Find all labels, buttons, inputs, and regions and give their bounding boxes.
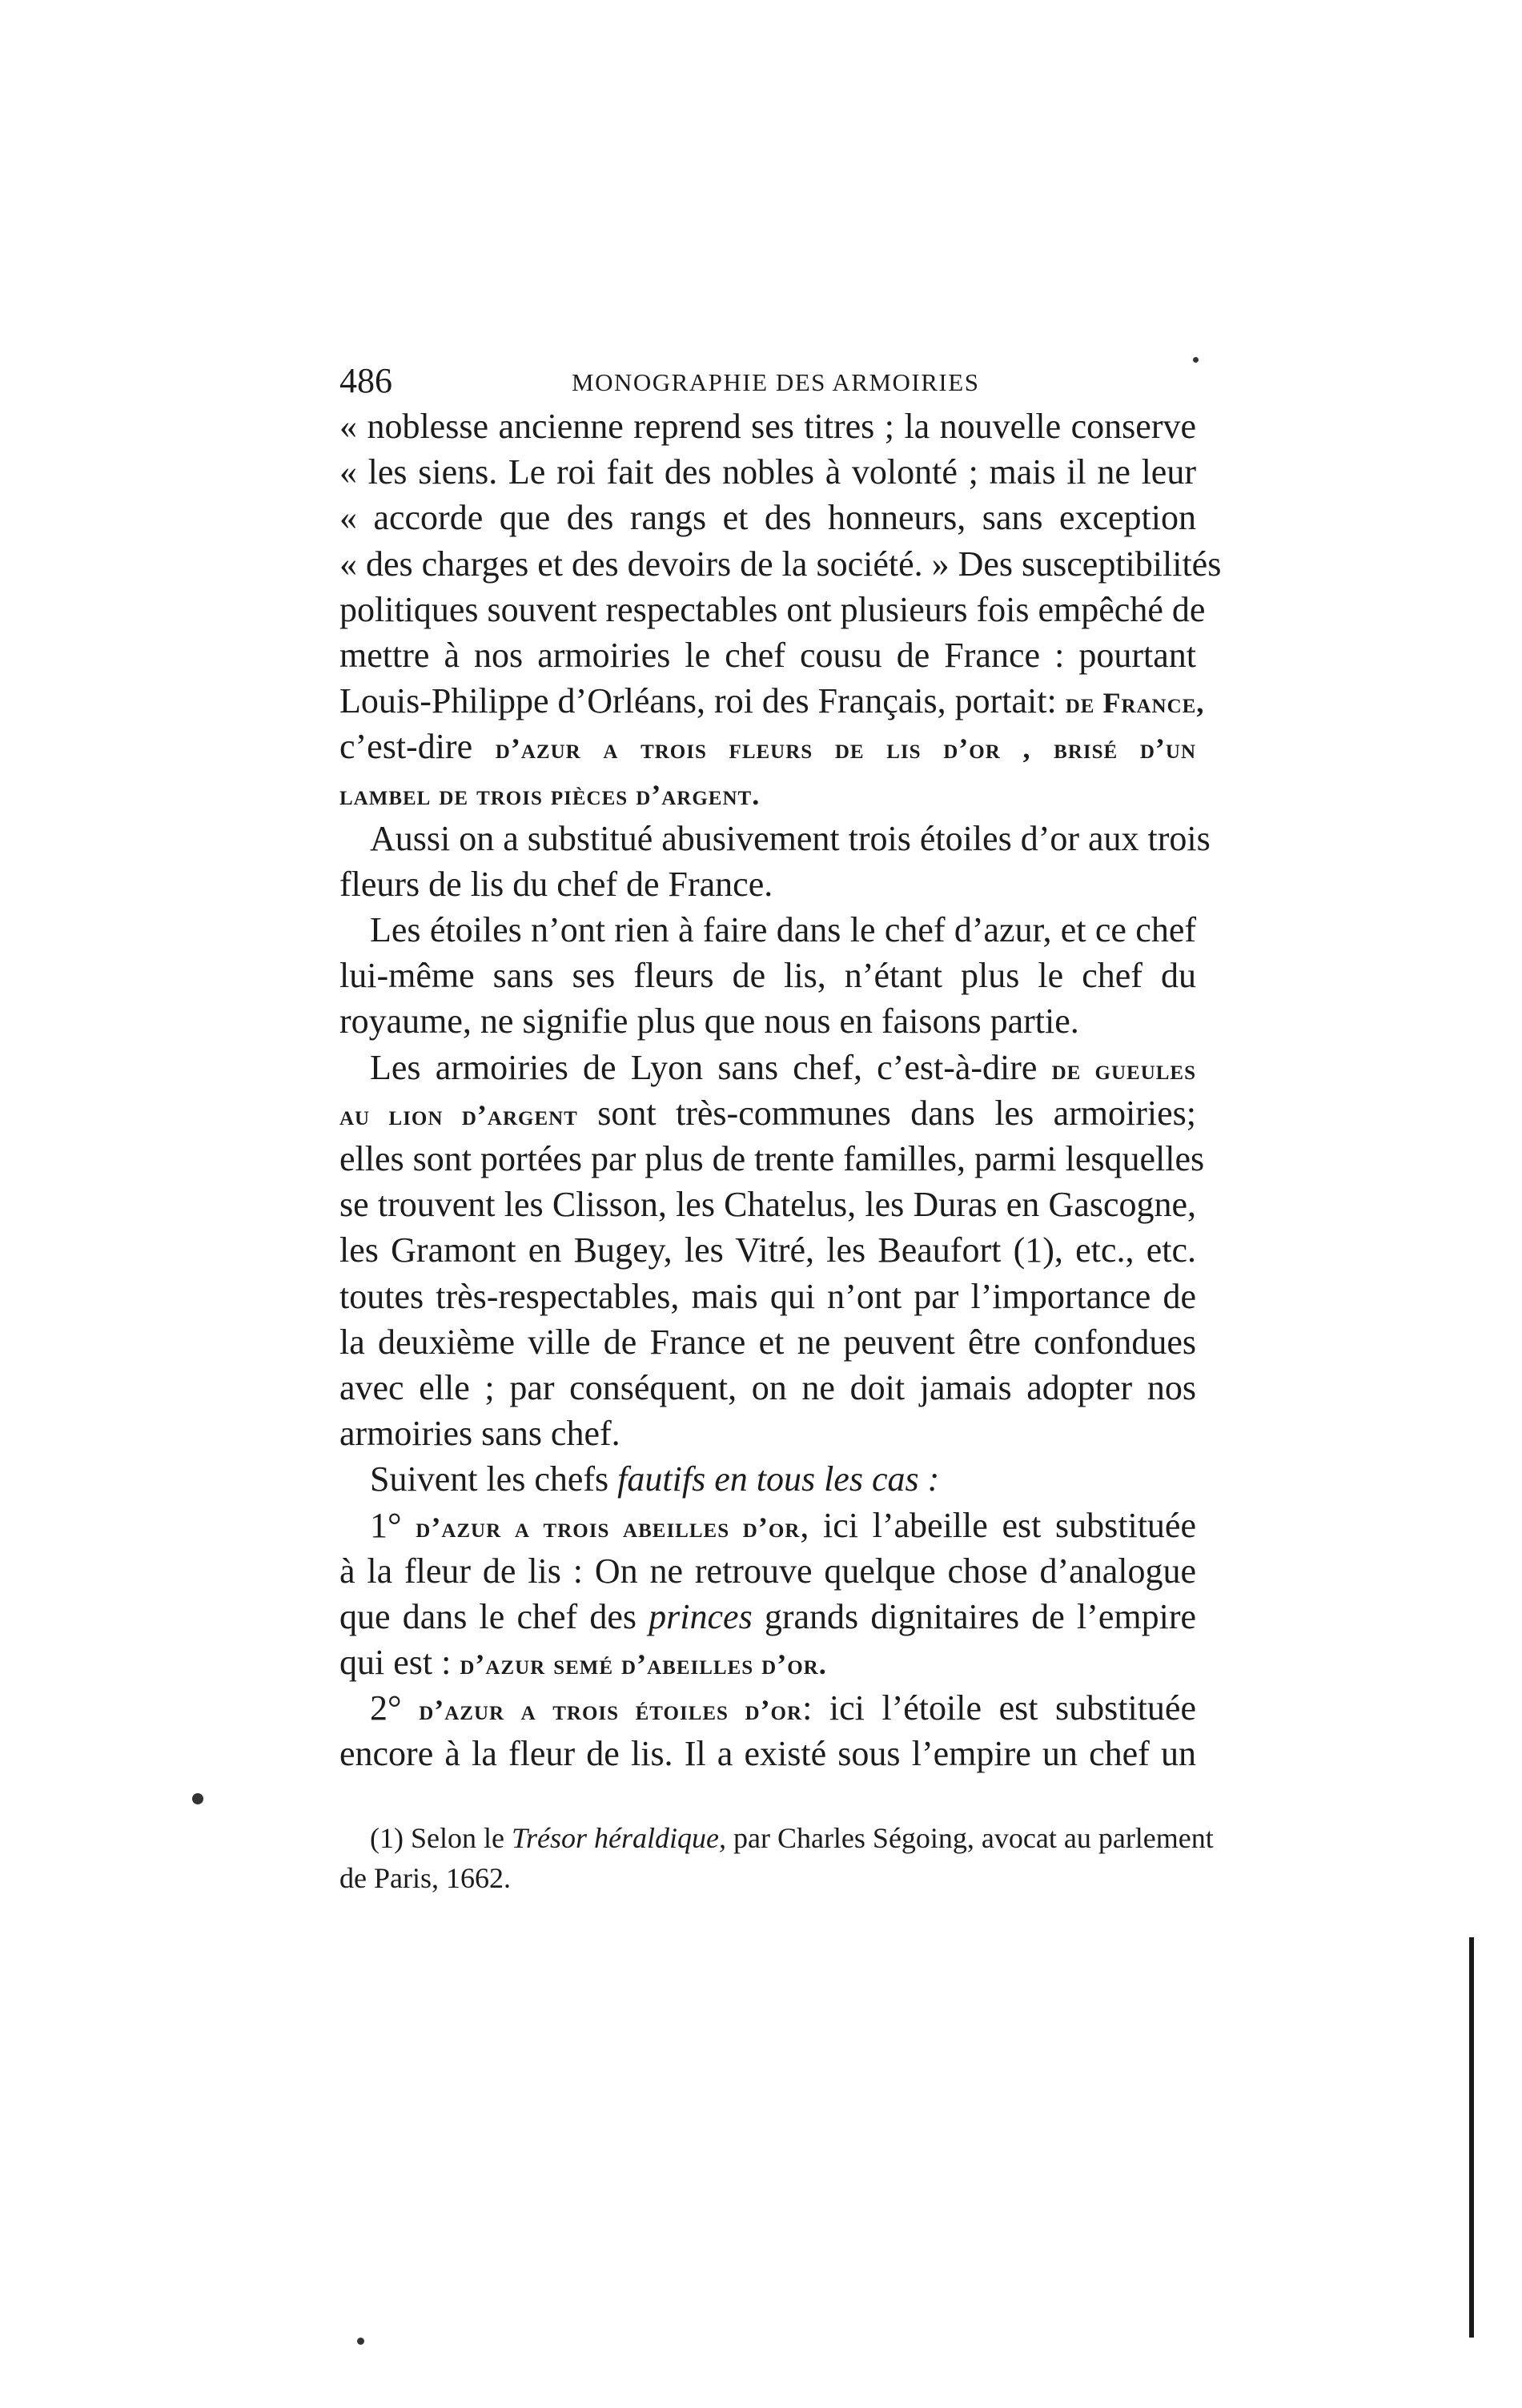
- heraldic-term: au lion d’argent: [339, 1098, 578, 1131]
- page-number: 486: [339, 361, 392, 400]
- text-line: « accorde que des rangs et des honneurs, sans exception: [339, 498, 1196, 538]
- footnote-text: (1) Selon le: [370, 1822, 504, 1854]
- heraldic-term: lambel de trois pièces d’argent.: [339, 778, 761, 811]
- text-line: se trouvent les Clisson, les Chatelus, les Duras en Gascogne,: [339, 1185, 1196, 1225]
- italic-phrase: fautifs en tous les cas :: [617, 1459, 940, 1499]
- text-fragment: Suivent les chefs: [370, 1459, 609, 1499]
- text-line: les Gramont en Bugey, les Vitré, les Beaufort (1), etc., etc.: [339, 1230, 1196, 1270]
- footnote-line: de Paris, 1662.: [339, 1862, 511, 1894]
- text-line: fleurs de lis du chef de France.: [339, 864, 773, 904]
- text-line: mettre à nos armoiries le chef cousu de France : pourtant: [339, 635, 1196, 675]
- text-line: [339, 1685, 1196, 1731]
- text-line: à la fleur de lis : On ne retrouve quelque chose d’analogue: [339, 1551, 1196, 1591]
- text-fragment: : ici l’étoile est substituée: [802, 1688, 1196, 1728]
- text-line: [339, 724, 1196, 769]
- text-line: [339, 770, 1196, 816]
- text-fragment: 1°: [370, 1505, 402, 1545]
- text-line: elles sont portées par plus de trente familles, parmi lesquelles: [339, 1139, 1205, 1178]
- text-line: la deuxième ville de France et ne peuvent être confondues: [339, 1322, 1196, 1362]
- text-line: [339, 1090, 1196, 1136]
- text-line: encore à la fleur de lis. Il a existé sous l’empire un chef un: [339, 1734, 1196, 1774]
- text-line: toutes très-respectables, mais qui n’ont par l’importance de: [339, 1276, 1196, 1316]
- italic-word: princes: [649, 1596, 753, 1636]
- running-head: [339, 357, 1196, 405]
- text-line: « noblesse ancienne reprend ses titres ; la nouvelle conserve: [339, 407, 1196, 446]
- scan-margin-bar: [1469, 1937, 1474, 2338]
- text-line: armoiries sans chef.: [339, 1414, 620, 1454]
- running-title: MONOGRAPHIE DES ARMOIRIES: [572, 368, 980, 396]
- text-line: Les étoiles n’ont rien à faire dans le chef d’azur, et ce chef: [370, 910, 1196, 950]
- text-line: politiques souvent respectables ont plusieurs fois empêché de: [339, 589, 1206, 629]
- text-fragment: que dans le chef des: [339, 1596, 637, 1636]
- text-fragment: sont très-communes dans les armoiries;: [597, 1093, 1197, 1133]
- text-fragment: c’est-dire: [339, 727, 473, 767]
- text-line: « des charges et des devoirs de la société. » Des susceptibilités: [339, 544, 1222, 584]
- footnotes: [339, 1818, 1214, 1898]
- footnote-text: par Charles Ségoing, avocat au parlement: [733, 1822, 1214, 1854]
- text-line: [339, 1594, 1196, 1639]
- footnote-title: Trésor héraldique,: [511, 1822, 726, 1854]
- scan-speck: [357, 2338, 364, 2345]
- text-line: lui-même sans ses fleurs de lis, n’étant plus le chef du: [339, 956, 1196, 996]
- text-fragment: qui est :: [339, 1643, 452, 1683]
- heraldic-term: de France,: [1065, 687, 1205, 720]
- text-fragment: Louis-Philippe d’Orléans, roi des Français, portait:: [339, 681, 1057, 721]
- scan-speck: [192, 1793, 203, 1804]
- text-line: [339, 1045, 1196, 1090]
- heraldic-term: d’azur a trois abeilles d’or: [416, 1511, 801, 1543]
- text-line: royaume, ne signifie plus que nous en faisons partie.: [339, 1001, 1079, 1041]
- body-text: [339, 403, 1222, 1777]
- text-fragment: 2°: [370, 1688, 402, 1728]
- heraldic-term: d’azur semé d’abeilles d’or.: [460, 1648, 827, 1681]
- text-fragment: Les armoiries de Lyon sans chef, c’est-à-dire: [370, 1047, 1038, 1087]
- heraldic-term: de gueules: [1051, 1053, 1197, 1086]
- scan-speck: [1193, 357, 1199, 363]
- text-fragment: , ici l’abeille est substituée: [800, 1505, 1196, 1545]
- heraldic-term: d’azur a trois fleurs de lis d’or ,: [495, 732, 1031, 765]
- text-line: [339, 1639, 1196, 1685]
- text-line: [339, 1503, 1196, 1548]
- heraldic-term: d’azur a trois étoiles d’or: [419, 1694, 803, 1727]
- text-fragment: grands dignitaires de l’empire: [764, 1596, 1196, 1636]
- text-line: avec elle ; par conséquent, on ne doit jamais adopter nos: [339, 1367, 1196, 1407]
- text-line: [339, 1456, 1196, 1502]
- text-line: [339, 678, 1205, 724]
- heraldic-term: brisé d’un: [1054, 732, 1196, 765]
- text-line: « les siens. Le roi fait des nobles à volonté ; mais il ne leur: [339, 452, 1196, 492]
- footnote-line: [339, 1818, 1214, 1858]
- text-line: Aussi on a substitué abusivement trois étoiles d’or aux trois: [370, 818, 1211, 858]
